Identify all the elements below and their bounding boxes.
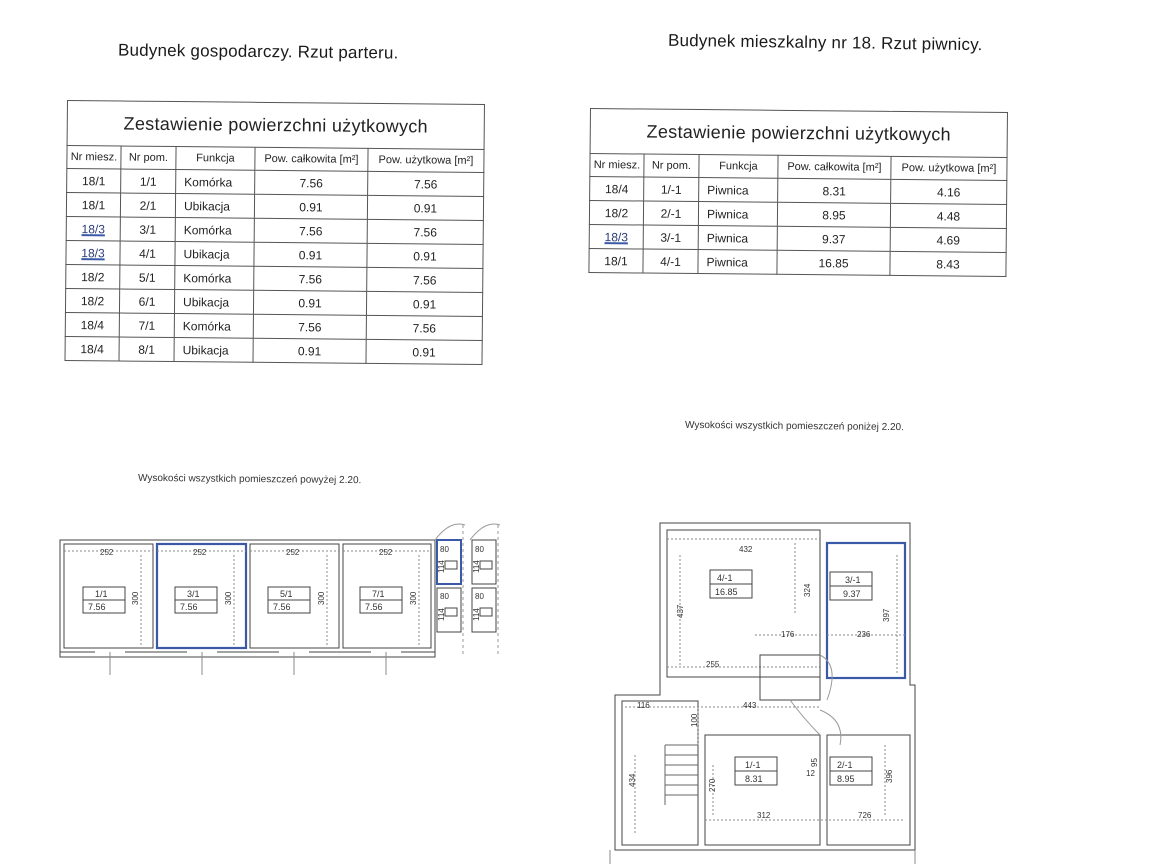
room-no-cell: 7/1 xyxy=(119,313,174,338)
left-header-total-area: Pow. całkowita [m²] xyxy=(255,147,368,171)
flat-no-cell: 18/1 xyxy=(67,169,121,194)
left-height-note: Wysokości wszystkich pomieszczeń powyżej 2.20. xyxy=(137,472,362,487)
total-area-cell: 16.85 xyxy=(777,250,890,275)
dim-100: 100 xyxy=(690,713,699,727)
right-header-function: Funkcja xyxy=(699,155,778,179)
toilet-2-depth-label: 114 xyxy=(437,560,446,573)
usable-area-cell: 4.16 xyxy=(891,179,1007,204)
room-no-cell: 8/1 xyxy=(119,337,174,362)
right-table-caption: Zestawienie powierzchni użytkowych xyxy=(590,109,1007,158)
flat-no-cell: 18/4 xyxy=(590,177,644,202)
room-1-area: 7.56 xyxy=(88,602,106,612)
room-3-depth-label: 300 xyxy=(224,591,233,605)
room-1-depth-label: 300 xyxy=(131,591,140,605)
dim-324: 324 xyxy=(803,583,812,597)
dim-312: 312 xyxy=(757,811,771,820)
room-3-basement-area: 9.37 xyxy=(843,589,861,599)
total-area-cell: 7.56 xyxy=(253,314,366,339)
function-cell: Komórka xyxy=(175,266,254,291)
left-table-caption: Zestawienie powierzchni użytkowych xyxy=(67,101,484,150)
flat-no-cell: 18/2 xyxy=(66,264,120,289)
total-area-cell: 0.91 xyxy=(253,338,366,363)
right-drawing-title: Budynek mieszkalny nr 18. Rzut piwnicy. xyxy=(667,30,983,55)
usable-area-cell: 0.91 xyxy=(366,339,482,364)
room-5-depth-label: 300 xyxy=(317,591,326,605)
left-header-function: Funkcja xyxy=(176,147,255,171)
function-cell: Komórka xyxy=(175,218,254,243)
room-no-cell: 1/1 xyxy=(121,169,176,194)
room-no-cell: 3/1 xyxy=(120,217,175,242)
total-area-cell: 0.91 xyxy=(254,242,367,267)
room-3-id: 3/1 xyxy=(187,589,200,599)
room-5-id: 5/1 xyxy=(280,589,293,599)
usable-area-cell: 4.69 xyxy=(890,227,1006,252)
usable-area-cell: 4.48 xyxy=(890,203,1006,228)
right-area-table xyxy=(588,108,1008,277)
function-cell: Piwnica xyxy=(699,178,778,203)
usable-area-cell: 0.91 xyxy=(366,291,482,316)
left-header-flat-no: Nr miesz. xyxy=(67,146,121,170)
ground-floor-plan xyxy=(55,515,515,685)
room-no-cell: 3/-1 xyxy=(643,225,698,250)
room-3-area: 7.56 xyxy=(180,602,198,612)
usable-area-cell: 8.43 xyxy=(890,251,1006,276)
left-header-room-no: Nr pom. xyxy=(121,146,176,170)
table-row xyxy=(65,336,482,364)
flat-no-cell: 18/3 xyxy=(589,224,643,249)
room-3-basement-id: 3/-1 xyxy=(845,575,861,585)
flat-no-cell: 18/3 xyxy=(66,240,120,265)
room-no-cell: 1/-1 xyxy=(644,177,699,202)
function-cell: Komórka xyxy=(176,170,255,195)
dim-176: 176 xyxy=(781,630,795,639)
function-cell: Ubikacja xyxy=(175,242,254,267)
function-cell: Piwnica xyxy=(698,226,777,251)
room-2-basement-area: 8.95 xyxy=(837,774,855,784)
flat-no-cell: 18/1 xyxy=(589,248,643,273)
room-4-basement-area: 16.85 xyxy=(715,587,738,597)
function-cell: Ubikacja xyxy=(175,194,254,219)
room-1-basement-area: 8.31 xyxy=(745,774,763,784)
total-area-cell: 0.91 xyxy=(253,290,366,315)
room-3-width-label: 252 xyxy=(193,548,207,557)
dim-443: 443 xyxy=(743,701,757,710)
room-no-cell: 2/1 xyxy=(120,193,175,218)
room-2-basement-id: 2/-1 xyxy=(837,760,853,770)
total-area-cell: 8.95 xyxy=(777,202,890,227)
dim-396: 396 xyxy=(885,769,894,783)
room-no-cell: 5/1 xyxy=(120,265,175,290)
dim-236: 236 xyxy=(857,630,871,639)
usable-area-cell: 7.56 xyxy=(367,219,483,244)
room-7-depth-label: 300 xyxy=(409,591,418,605)
table-row xyxy=(589,248,1006,276)
toilet-4-width-label: 80 xyxy=(440,592,449,601)
total-area-cell: 7.56 xyxy=(254,266,367,291)
dim-116: 116 xyxy=(637,701,650,710)
function-cell: Ubikacja xyxy=(174,338,253,363)
toilet-6-width-label: 80 xyxy=(475,545,484,554)
usable-area-cell: 0.91 xyxy=(367,195,483,220)
basement-plan xyxy=(605,515,925,864)
room-1-id: 1/1 xyxy=(95,589,108,599)
room-5-width-label: 252 xyxy=(286,548,300,557)
left-header-usable-area: Pow. użytkowa [m²] xyxy=(368,148,484,172)
function-cell: Piwnica xyxy=(698,250,777,275)
usable-area-cell: 7.56 xyxy=(367,267,483,292)
room-5-area: 7.56 xyxy=(273,602,291,612)
function-cell: Ubikacja xyxy=(174,290,253,315)
flat-no-cell: 18/2 xyxy=(589,201,643,226)
room-no-cell: 4/1 xyxy=(120,241,175,266)
total-area-cell: 8.31 xyxy=(778,178,891,203)
left-area-table xyxy=(64,100,484,365)
total-area-cell: 7.56 xyxy=(254,218,367,243)
room-4-basement-id: 4/-1 xyxy=(717,573,733,583)
room-7-width-label: 252 xyxy=(379,548,393,557)
usable-area-cell: 7.56 xyxy=(368,171,484,196)
toilet-8-width-label: 80 xyxy=(475,592,484,601)
room-no-cell: 4/-1 xyxy=(643,249,698,274)
room-no-cell: 2/-1 xyxy=(643,201,698,226)
usable-area-cell: 0.91 xyxy=(367,243,483,268)
basement-highlight-room xyxy=(827,543,905,678)
flat-no-cell: 18/3 xyxy=(66,216,120,241)
dim-12: 12 xyxy=(806,769,815,778)
dim-432: 432 xyxy=(739,545,753,554)
left-drawing-title: Budynek gospodarczy. Rzut parteru. xyxy=(117,40,399,63)
dim-270: 270 xyxy=(708,778,717,792)
right-header-room-no: Nr pom. xyxy=(644,154,699,178)
room-7-area: 7.56 xyxy=(365,602,383,612)
dim-95: 95 xyxy=(810,758,819,767)
function-cell: Komórka xyxy=(174,314,253,339)
dim-437: 437 xyxy=(676,604,685,618)
right-header-usable-area: Pow. użytkowa [m²] xyxy=(891,156,1007,180)
flat-no-cell: 18/4 xyxy=(65,336,119,361)
flat-no-cell: 18/1 xyxy=(66,193,120,218)
toilet-4-depth-label: 114 xyxy=(437,608,446,621)
function-cell: Piwnica xyxy=(698,202,777,227)
dim-397: 397 xyxy=(882,608,891,622)
flat-no-cell: 18/4 xyxy=(65,312,119,337)
dim-255: 255 xyxy=(706,660,720,669)
dim-726: 726 xyxy=(858,811,872,820)
room-1-width-label: 252 xyxy=(100,548,114,557)
toilet-6-depth-label: 114 xyxy=(472,560,481,573)
toilet-8-depth-label: 114 xyxy=(472,608,481,621)
room-7-id: 7/1 xyxy=(372,589,385,599)
right-header-total-area: Pow. całkowita [m²] xyxy=(778,155,891,179)
total-area-cell: 0.91 xyxy=(254,194,367,219)
right-header-flat-no: Nr miesz. xyxy=(590,154,644,178)
flat-no-cell: 18/2 xyxy=(65,288,119,313)
room-no-cell: 6/1 xyxy=(119,289,174,314)
dim-434: 434 xyxy=(628,773,637,787)
room-1-basement-id: 1/-1 xyxy=(745,760,761,770)
right-height-note: Wysokości wszystkich pomieszczeń poniżej 2.20. xyxy=(684,419,904,434)
total-area-cell: 7.56 xyxy=(255,170,368,195)
toilet-2-width-label: 80 xyxy=(440,545,449,554)
usable-area-cell: 7.56 xyxy=(366,315,482,340)
total-area-cell: 9.37 xyxy=(777,226,890,251)
